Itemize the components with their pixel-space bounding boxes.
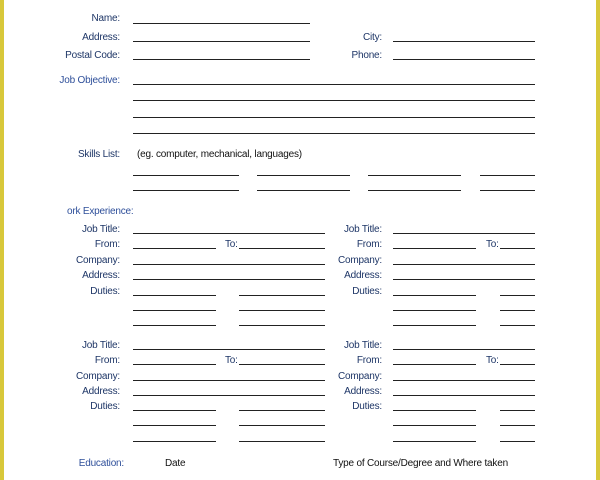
duties-field-4c[interactable] — [393, 425, 476, 426]
duties-label-3: Duties: — [90, 401, 120, 412]
job-title-label-4: Job Title: — [343, 340, 382, 351]
company-field-4[interactable] — [393, 380, 535, 381]
job-title-label-2: Job Title: — [343, 224, 382, 235]
postal-code-label: Postal Code: — [65, 50, 120, 61]
duties-field-3c[interactable] — [133, 425, 216, 426]
address-label-exp-4: Address: — [344, 386, 382, 397]
duties-field-3e[interactable] — [133, 441, 216, 442]
education-date-header: Date — [165, 458, 186, 469]
address-label: Address: — [82, 32, 120, 43]
job-title-label-1: Job Title: — [81, 224, 120, 235]
work-experience-label: ork Experience: — [67, 206, 134, 217]
duties-label-1: Duties: — [90, 286, 120, 297]
company-field-3[interactable] — [133, 380, 325, 381]
from-label-2: From: — [356, 239, 382, 250]
duties-field-1a[interactable] — [133, 295, 216, 296]
skill-field-4[interactable] — [480, 175, 535, 176]
duties-label-2: Duties: — [352, 286, 382, 297]
phone-label: Phone: — [351, 50, 382, 61]
job-title-field-2[interactable] — [393, 233, 535, 234]
address-label-exp-2: Address: — [344, 270, 382, 281]
skills-hint: (eg. computer, mechanical, languages) — [137, 149, 302, 160]
job-objective-line-2[interactable] — [133, 100, 535, 101]
address-label-exp-3: Address: — [82, 386, 120, 397]
duties-label-4: Duties: — [352, 401, 382, 412]
duties-field-2c[interactable] — [393, 310, 476, 311]
skill-field-3[interactable] — [368, 175, 461, 176]
job-objective-line-3[interactable] — [133, 117, 535, 118]
duties-field-3b[interactable] — [239, 410, 325, 411]
skill-field-8[interactable] — [480, 190, 535, 191]
to-field-4[interactable] — [500, 364, 535, 365]
duties-field-1b[interactable] — [239, 295, 325, 296]
address-field-exp-2[interactable] — [393, 279, 535, 280]
address-label-exp-1: Address: — [82, 270, 120, 281]
to-label-4: To: — [486, 355, 499, 366]
from-label-4: From: — [356, 355, 382, 366]
address-field-exp-1[interactable] — [133, 279, 325, 280]
duties-field-4d[interactable] — [500, 425, 535, 426]
address-field[interactable] — [133, 41, 310, 42]
duties-field-3d[interactable] — [239, 425, 325, 426]
skills-list-label: Skills List: — [77, 149, 120, 160]
duties-field-3a[interactable] — [133, 410, 216, 411]
postal-code-field[interactable] — [133, 59, 310, 60]
city-field[interactable] — [393, 41, 535, 42]
skill-field-7[interactable] — [368, 190, 461, 191]
from-label-3: From: — [94, 355, 120, 366]
company-field-2[interactable] — [393, 264, 535, 265]
from-field-4[interactable] — [393, 364, 476, 365]
name-field[interactable] — [133, 23, 310, 24]
skill-field-6[interactable] — [257, 190, 350, 191]
to-field-3[interactable] — [239, 364, 325, 365]
job-title-label-3: Job Title: — [81, 340, 120, 351]
education-course-header: Type of Course/Degree and Where taken — [333, 458, 508, 469]
to-label-3: To: — [225, 355, 238, 366]
address-field-exp-3[interactable] — [133, 395, 325, 396]
phone-field[interactable] — [393, 59, 535, 60]
duties-field-2e[interactable] — [393, 325, 476, 326]
city-label: City: — [362, 32, 382, 43]
address-field-exp-4[interactable] — [393, 395, 535, 396]
duties-field-1f[interactable] — [239, 325, 325, 326]
duties-field-3f[interactable] — [239, 441, 325, 442]
skill-field-1[interactable] — [133, 175, 239, 176]
company-label-4: Company: — [338, 371, 382, 382]
job-objective-label: Job Objective: — [59, 75, 120, 86]
company-label-3: Company: — [76, 371, 120, 382]
to-field-2[interactable] — [500, 248, 535, 249]
job-objective-line-4[interactable] — [133, 133, 535, 134]
company-label-1: Company: — [76, 255, 120, 266]
duties-field-4a[interactable] — [393, 410, 476, 411]
duties-field-1d[interactable] — [239, 310, 325, 311]
duties-field-2b[interactable] — [500, 295, 535, 296]
from-field-1[interactable] — [133, 248, 216, 249]
duties-field-2f[interactable] — [500, 325, 535, 326]
duties-field-1e[interactable] — [133, 325, 216, 326]
job-objective-line-1[interactable] — [133, 84, 535, 85]
from-label-1: From: — [94, 239, 120, 250]
skill-field-5[interactable] — [133, 190, 239, 191]
job-title-field-3[interactable] — [133, 349, 325, 350]
job-title-field-4[interactable] — [393, 349, 535, 350]
to-label-1: To: — [225, 239, 238, 250]
from-field-2[interactable] — [393, 248, 476, 249]
duties-field-1c[interactable] — [133, 310, 216, 311]
duties-field-2d[interactable] — [500, 310, 535, 311]
company-field-1[interactable] — [133, 264, 325, 265]
skill-field-2[interactable] — [257, 175, 350, 176]
duties-field-4b[interactable] — [500, 410, 535, 411]
to-field-1[interactable] — [239, 248, 325, 249]
name-label: Name: — [91, 13, 120, 24]
company-label-2: Company: — [338, 255, 382, 266]
to-label-2: To: — [486, 239, 499, 250]
job-title-field-1[interactable] — [133, 233, 325, 234]
duties-field-4f[interactable] — [500, 441, 535, 442]
education-label: Education: — [78, 458, 124, 469]
duties-field-2a[interactable] — [393, 295, 476, 296]
duties-field-4e[interactable] — [393, 441, 476, 442]
from-field-3[interactable] — [133, 364, 216, 365]
